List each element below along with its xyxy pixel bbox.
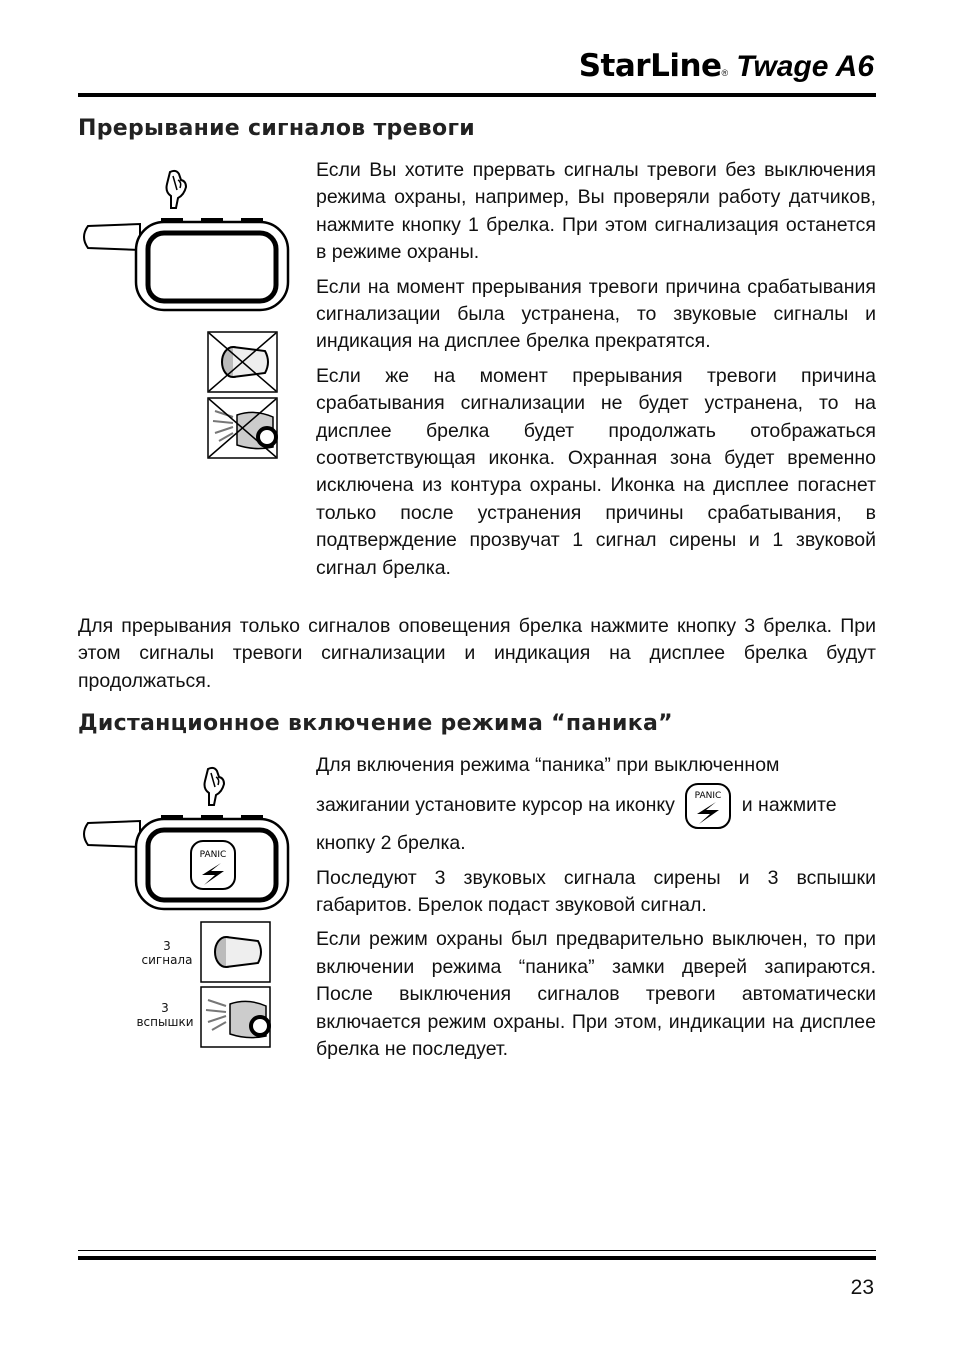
section2-paragraph-2: Последуют 3 звуковых сигнала сирены и 3 вспышки габаритов. Брелок подаст звуковой сигнал. xyxy=(316,866,876,917)
section2-line-3: кнопку 2 брелка. xyxy=(316,832,466,855)
section2-line-1: Для включения режима “паника” при выключенном xyxy=(316,754,780,776)
section1-paragraph-3: Если же на момент прерывания тревоги причина срабатывания сигнализации не будет устранена, то на дисплее брелка будет продолжать отображаться соответствующая иконка. Охранная зона будет временно исключена из контура охраны. Иконка на дисплее погаснет только после устранения причины срабатывания, в подтверждение прозвучат 1 сигнал сирены и 1 звуковой сигнал брелка. xyxy=(316,364,876,579)
siren-caption xyxy=(136,939,198,967)
pointing-hand-icon xyxy=(205,768,225,805)
section1-paragraph-2: Если на момент прерывания тревоги причина срабатывания сигнализации была устранена, то звуковые сигналы и индикация на дисплее брелка прекратятся. xyxy=(316,275,876,353)
panic-icon xyxy=(684,782,732,830)
siren-icon xyxy=(200,921,271,983)
section2-line-2 xyxy=(316,781,876,830)
section1-text xyxy=(316,157,876,589)
pointing-hand-icon xyxy=(167,171,187,208)
page-header xyxy=(579,48,874,92)
model-name: Twage A6 xyxy=(736,50,874,83)
brand-logo: StarLine xyxy=(578,48,722,84)
siren-icon xyxy=(207,331,278,393)
section2-after-icon: и нажмите xyxy=(741,794,837,817)
section1-full-text xyxy=(78,613,876,702)
remote-fob-icon xyxy=(78,168,293,313)
section2-title: Дистанционное включение режима “паника” xyxy=(78,711,673,736)
footer-rule-thin xyxy=(78,1250,876,1251)
car-lights-icon xyxy=(200,986,271,1048)
remote-fob-icon xyxy=(78,765,293,913)
svg-text:PANIC: PANIC xyxy=(694,791,722,802)
car-lights-icon xyxy=(207,397,278,459)
page-number: 23 xyxy=(850,1276,874,1299)
section1-paragraph-1: Если Вы хотите прервать сигналы тревоги без выключения режима охраны, например, Вы проверяли работу датчиков, нажмите кнопку 1 брелка. При этом сигнализация останется в режиме охраны. xyxy=(316,159,876,264)
registered-mark: ® xyxy=(721,68,729,78)
section2-text xyxy=(316,752,876,1071)
header-rule xyxy=(78,93,876,97)
siren-count: 3 xyxy=(163,939,171,953)
section2-paragraph-3: Если режим охраны был предварительно выключен, то при включении режима “паника” замки дверей запираются. После выключения сигналов тревоги автоматически включается режим охраны. При этом, индикации на дисплее брелка не последует. xyxy=(316,928,876,1061)
flash-caption xyxy=(132,1001,198,1029)
section1-full-paragraph: Для прерывания только сигналов оповещения брелка нажмите кнопку 3 брелка. При этом сигналы тревоги сигнализации и индикация на дисплее брелка будут продолжаться. xyxy=(78,615,876,692)
svg-text:PANIC: PANIC xyxy=(199,850,227,860)
section1-title: Прерывание сигналов тревоги xyxy=(78,116,475,141)
siren-label: сигнала xyxy=(141,953,193,967)
flash-count: 3 xyxy=(161,1001,169,1015)
footer-rule-thick xyxy=(78,1256,876,1260)
flash-label: вспышки xyxy=(136,1015,194,1029)
panic-icon xyxy=(191,841,235,889)
section2-before-icon: зажигании установите курсор на иконку xyxy=(316,794,675,817)
